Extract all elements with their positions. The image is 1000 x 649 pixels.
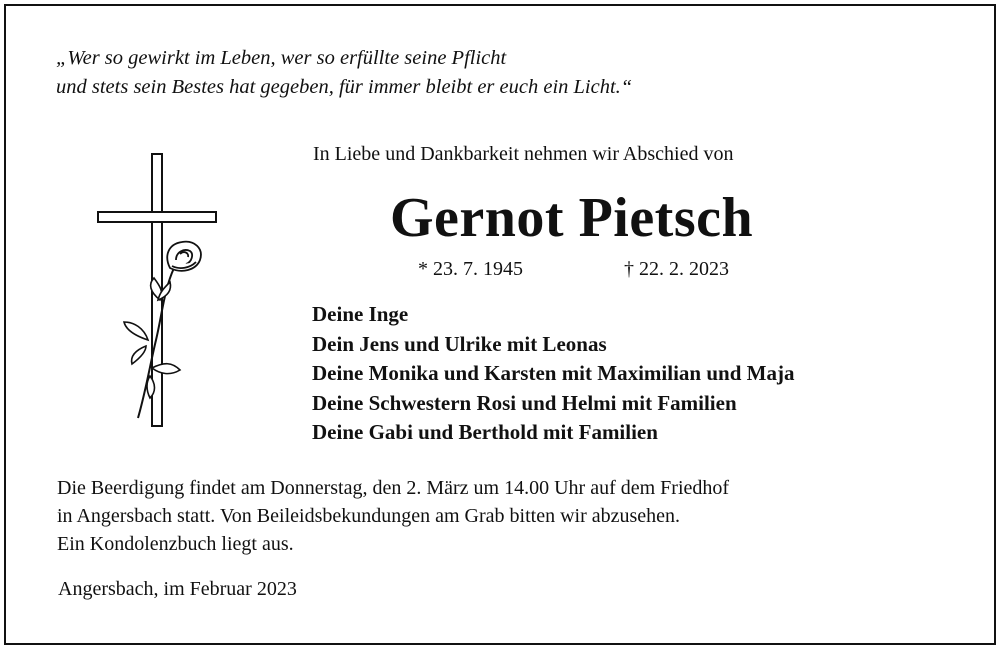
deceased-name: Gernot Pietsch (390, 187, 754, 249)
birth-date: * 23. 7. 1945 (418, 258, 523, 280)
cross-with-rose-icon (90, 150, 220, 432)
quote-line-2: und stets sein Bestes hat gegeben, für immer bleibt er euch ein Licht.“ (56, 76, 633, 98)
quote-line-1: „Wer so gewirkt im Leben, wer so erfüllte seine Pflicht (56, 47, 507, 69)
memorial-quote (56, 44, 632, 102)
funeral-line: Ein Kondolenzbuch liegt aus. (57, 533, 294, 555)
funeral-line: in Angersbach statt. Von Beileidsbekundungen am Grab bitten wir abzusehen. (57, 505, 681, 527)
mourners-list (312, 300, 794, 448)
mourner-line: Dein Jens und Ulrike mit Leonas (312, 331, 607, 356)
mourner-line: Deine Inge (312, 302, 409, 326)
death-date: † 22. 2. 2023 (624, 258, 729, 280)
funeral-notice (57, 474, 729, 558)
funeral-line: Die Beerdigung findet am Donnerstag, den 2. März um 14.00 Uhr auf dem Friedhof (57, 477, 730, 499)
mourner-line: Deine Gabi und Berthold mit Familien (312, 420, 658, 444)
place-and-date: Angersbach, im Februar 2023 (58, 578, 297, 600)
mourner-line: Deine Schwestern Rosi und Helmi mit Familien (312, 390, 737, 415)
mourner-line: Deine Monika und Karsten mit Maximilian und Maja (312, 361, 795, 385)
farewell-intro: In Liebe und Dankbarkeit nehmen wir Abschied von (313, 143, 734, 165)
